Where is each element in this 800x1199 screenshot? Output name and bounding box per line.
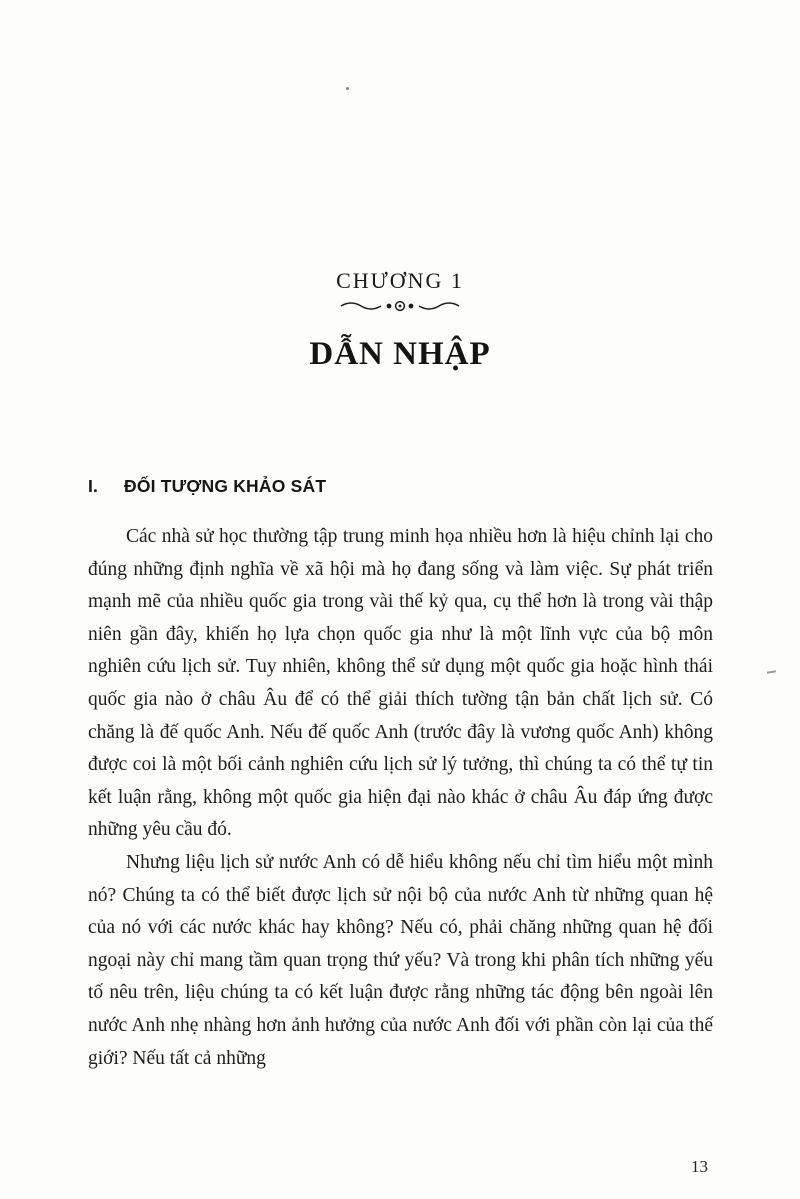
scan-artifact-dash [767, 670, 776, 674]
paragraph: Nhưng liệu lịch sử nước Anh có dễ hiểu không nếu chỉ tìm hiểu một mình nó? Chúng ta có thể biết được lịch sử nội bộ của nước Anh từ những quan hệ của nó với các nước khác hay không? Nếu có, phải chăng những quan hệ đối ngoại này chỉ mang tầm quan trọng thứ yếu? Và trong khi phân tích những yếu tố nêu trên, liệu chúng ta có kết luận được rằng những tác động bên ngoài lên nước Anh nhẹ nhàng hơn ảnh hưởng của nước Anh đối với phần còn lại của thế giới? Nếu tất cả những [88, 851, 713, 1069]
page-title: DẪN NHẬP [309, 336, 491, 372]
section-title: ĐỐI TƯỢNG KHẢO SÁT [124, 476, 327, 496]
chapter-label: CHƯƠNG 1 [336, 268, 464, 293]
paragraph: Các nhà sử học thường tập trung minh họa nhiều hơn là hiệu chỉnh lại cho đúng những định nghĩa về xã hội mà họ đang sống và làm việc. Sự phát triển mạnh mẽ của nhiều quốc gia trong vài thế kỷ qua, cụ thể hơn là trong vài thập niên gần đây, khiến họ lựa chọn quốc gia như là một lĩnh vực của bộ môn nghiên cứu lịch sử. Tuy nhiên, không thể sử dụng một quốc gia hoặc hình thái quốc gia nào ở châu Âu để có thể giải thích tường tận bản chất lịch sử. Có chăng là đế quốc Anh. Nếu đế quốc Anh (trước đây là vương quốc Anh) không được coi là một bối cảnh nghiên cứu lịch sử lý tưởng, thì chúng ta có thể tự tin kết luận rằng, không một quốc gia hiện đại nào khác ở châu Âu đáp ứng được những yêu cầu đó. [88, 526, 713, 841]
ornament-flourish-icon [335, 298, 465, 314]
ornament-divider [0, 297, 800, 315]
page-number: 13 [691, 1157, 708, 1176]
body-text [88, 521, 713, 1075]
section-number: I. [88, 476, 99, 496]
scan-artifact-dot [346, 87, 349, 90]
section-heading [88, 476, 714, 497]
